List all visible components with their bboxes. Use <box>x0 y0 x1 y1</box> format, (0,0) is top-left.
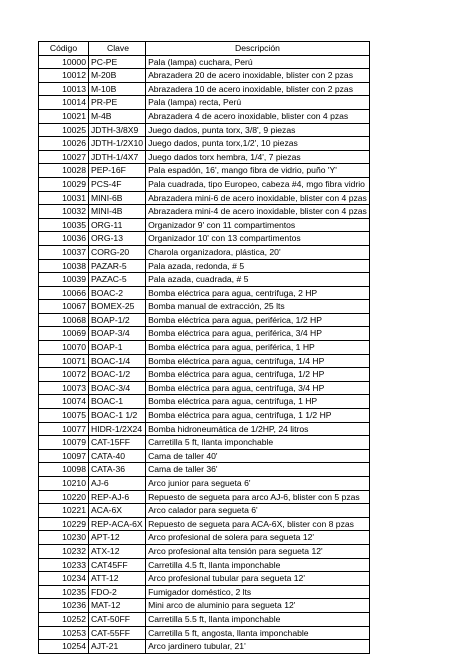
cell-codigo[interactable]: 10097 <box>39 449 89 463</box>
cell-descripcion[interactable]: Organizador 9' con 11 compartimentos <box>146 218 370 232</box>
cell-codigo[interactable]: 10028 <box>39 164 89 178</box>
header-descripcion: Descripción <box>146 42 370 56</box>
cell-codigo[interactable]: 10079 <box>39 436 89 450</box>
cell-codigo[interactable]: 10069 <box>39 327 89 341</box>
product-table <box>38 41 370 654</box>
cell-descripcion[interactable]: Repuesto de segueta para arco AJ-6, blister con 5 pzas <box>146 490 370 504</box>
cell-descripcion[interactable]: Arco profesional alta tensión para segueta 12' <box>146 544 370 558</box>
cell-clave[interactable]: MINI-4B <box>89 205 146 219</box>
cell-clave[interactable]: CATA-40 <box>89 449 146 463</box>
cell-codigo[interactable]: 10037 <box>39 245 89 259</box>
table-row <box>39 273 370 287</box>
table-row <box>39 191 370 205</box>
cell-codigo[interactable]: 10075 <box>39 409 89 423</box>
cell-clave[interactable]: JDTH-3/8X9 <box>89 123 146 137</box>
cell-descripcion[interactable]: Abrazadera 10 de acero inoxidable, blister con 2 pzas <box>146 82 370 96</box>
cell-descripcion[interactable]: Carretilla 5.5 ft, llanta imponchable <box>146 612 370 626</box>
cell-clave[interactable]: HIDR-1/2X24 <box>89 422 146 436</box>
table-row <box>39 232 370 246</box>
cell-descripcion[interactable]: Abrazadera 4 de acero inoxidable, blister con 4 pzas <box>146 109 370 123</box>
cell-codigo[interactable]: 10021 <box>39 109 89 123</box>
cell-codigo[interactable]: 10035 <box>39 218 89 232</box>
cell-descripcion[interactable]: Abrazadera mini-4 de acero inoxidable, blister con 4 pzas <box>146 205 370 219</box>
cell-codigo[interactable]: 10039 <box>39 273 89 287</box>
cell-codigo[interactable]: 10232 <box>39 544 89 558</box>
cell-clave[interactable]: BOAC-1/4 <box>89 354 146 368</box>
cell-codigo[interactable]: 10026 <box>39 137 89 151</box>
table-row <box>39 82 370 96</box>
table-row <box>39 504 370 518</box>
cell-clave[interactable]: CORG-20 <box>89 245 146 259</box>
table-row <box>39 69 370 83</box>
cell-codigo[interactable]: 10032 <box>39 205 89 219</box>
cell-descripcion[interactable]: Mini arco de aluminio para segueta 12' <box>146 599 370 613</box>
cell-descripcion[interactable]: Carretilla 5 ft, llanta imponchable <box>146 436 370 450</box>
table-row <box>39 96 370 110</box>
cell-codigo[interactable]: 10072 <box>39 368 89 382</box>
header-clave: Clave <box>89 42 146 56</box>
table-row <box>39 177 370 191</box>
cell-clave[interactable]: BOAC-1 <box>89 395 146 409</box>
cell-clave[interactable]: AJT-21 <box>89 640 146 654</box>
table-row <box>39 517 370 531</box>
table-row <box>39 572 370 586</box>
table-row <box>39 490 370 504</box>
cell-clave[interactable]: REP-ACA-6X <box>89 517 146 531</box>
cell-codigo[interactable]: 10066 <box>39 286 89 300</box>
cell-codigo[interactable]: 10254 <box>39 640 89 654</box>
table-row <box>39 599 370 613</box>
table-row <box>39 531 370 545</box>
table-row <box>39 218 370 232</box>
header-codigo: Código <box>39 42 89 56</box>
cell-descripcion[interactable]: Bomba hidroneumática de 1/2HP, 24 litros <box>146 422 370 436</box>
table-row <box>39 409 370 423</box>
cell-codigo[interactable]: 10235 <box>39 585 89 599</box>
table-row <box>39 341 370 355</box>
cell-codigo[interactable]: 10077 <box>39 422 89 436</box>
cell-codigo[interactable]: 10236 <box>39 599 89 613</box>
table-row <box>39 300 370 314</box>
cell-clave[interactable]: M-20B <box>89 69 146 83</box>
cell-clave[interactable]: JDTH-1/2X10 <box>89 137 146 151</box>
cell-clave[interactable]: PEP-16F <box>89 164 146 178</box>
header-row <box>39 42 370 56</box>
cell-clave[interactable]: BOAP-3/4 <box>89 327 146 341</box>
cell-descripcion[interactable]: Juego dados, punta torx,1/2', 10 piezas <box>146 137 370 151</box>
cell-descripcion[interactable]: Bomba eléctrica para agua, centrifuga, 3/4 HP <box>146 381 370 395</box>
cell-clave[interactable]: BOAP-1 <box>89 341 146 355</box>
cell-codigo[interactable]: 10027 <box>39 150 89 164</box>
cell-descripcion[interactable]: Abrazadera 20 de acero inoxidable, blister con 2 pzas <box>146 69 370 83</box>
cell-clave[interactable]: ATX-12 <box>89 544 146 558</box>
cell-descripcion[interactable]: Repuesto de segueta para ACA-6X, blister con 8 pzas <box>146 517 370 531</box>
cell-codigo[interactable]: 10229 <box>39 517 89 531</box>
cell-clave[interactable]: JDTH-1/4X7 <box>89 150 146 164</box>
cell-descripcion[interactable]: Arco junior para segueta 6' <box>146 477 370 491</box>
cell-codigo[interactable]: 10230 <box>39 531 89 545</box>
cell-clave[interactable]: APT-12 <box>89 531 146 545</box>
cell-clave[interactable]: PR-PE <box>89 96 146 110</box>
cell-clave[interactable]: ACA-6X <box>89 504 146 518</box>
cell-codigo[interactable]: 10012 <box>39 69 89 83</box>
cell-clave[interactable]: ORG-13 <box>89 232 146 246</box>
table-row <box>39 205 370 219</box>
cell-descripcion[interactable]: Bomba eléctrica para agua, centrifuga, 2 HP <box>146 286 370 300</box>
cell-codigo[interactable]: 10074 <box>39 395 89 409</box>
cell-codigo[interactable]: 10234 <box>39 572 89 586</box>
table-row <box>39 381 370 395</box>
table-row <box>39 422 370 436</box>
cell-descripcion[interactable]: Pala (lampa) recta, Perú <box>146 96 370 110</box>
table-row <box>39 150 370 164</box>
cell-descripcion[interactable]: Charola organizadora, plástica, 20' <box>146 245 370 259</box>
cell-codigo[interactable]: 10070 <box>39 341 89 355</box>
cell-descripcion[interactable]: Bomba eléctrica para agua, periférica, 3/4 HP <box>146 327 370 341</box>
cell-descripcion[interactable]: Carretilla 5 ft, angosta, llanta imponchable <box>146 626 370 640</box>
cell-clave[interactable]: PCS-4F <box>89 177 146 191</box>
cell-clave[interactable]: BOAC-1 1/2 <box>89 409 146 423</box>
cell-clave[interactable]: PAZAR-5 <box>89 259 146 273</box>
cell-clave[interactable]: AJ-6 <box>89 477 146 491</box>
table-row <box>39 612 370 626</box>
cell-clave[interactable]: BOAC-1/2 <box>89 368 146 382</box>
cell-clave[interactable]: CATA-36 <box>89 463 146 477</box>
cell-codigo[interactable]: 10068 <box>39 313 89 327</box>
cell-codigo[interactable]: 10029 <box>39 177 89 191</box>
table-row <box>39 463 370 477</box>
table-row <box>39 55 370 69</box>
table-row <box>39 395 370 409</box>
cell-codigo[interactable]: 10013 <box>39 82 89 96</box>
cell-clave[interactable]: PAZAC-5 <box>89 273 146 287</box>
cell-codigo[interactable]: 10000 <box>39 55 89 69</box>
cell-codigo[interactable]: 10098 <box>39 463 89 477</box>
cell-codigo[interactable]: 10038 <box>39 259 89 273</box>
cell-descripcion[interactable]: Cama de taller 40' <box>146 449 370 463</box>
cell-descripcion[interactable]: Bomba eléctrica para agua, centrifuga, 1 HP <box>146 395 370 409</box>
cell-clave[interactable]: ATT-12 <box>89 572 146 586</box>
cell-clave[interactable]: M-10B <box>89 82 146 96</box>
table-row <box>39 354 370 368</box>
cell-descripcion[interactable]: Arco calador para segueta 6' <box>146 504 370 518</box>
cell-descripcion[interactable]: Pala (lampa) cuchara, Perú <box>146 55 370 69</box>
cell-descripcion[interactable]: Arco jardinero tubular, 21' <box>146 640 370 654</box>
table-row <box>39 544 370 558</box>
cell-clave[interactable]: FDO-2 <box>89 585 146 599</box>
cell-descripcion[interactable]: Bomba eléctrica para agua, periférica, 1/2 HP <box>146 313 370 327</box>
cell-clave[interactable]: BOAP-1/2 <box>89 313 146 327</box>
table-row <box>39 585 370 599</box>
cell-descripcion[interactable]: Fumigador doméstico, 2 lts <box>146 585 370 599</box>
cell-clave[interactable]: REP-AJ-6 <box>89 490 146 504</box>
cell-codigo[interactable]: 10071 <box>39 354 89 368</box>
cell-codigo[interactable]: 10067 <box>39 300 89 314</box>
cell-descripcion[interactable]: Organizador 10' con 13 compartimentos <box>146 232 370 246</box>
cell-codigo[interactable]: 10252 <box>39 612 89 626</box>
cell-descripcion[interactable]: Bomba eléctrica para agua, centrifuga, 1/4 HP <box>146 354 370 368</box>
cell-clave[interactable]: CAT-55FF <box>89 626 146 640</box>
table-row <box>39 449 370 463</box>
cell-codigo[interactable]: 10253 <box>39 626 89 640</box>
table-row <box>39 109 370 123</box>
cell-clave[interactable]: CAT-15FF <box>89 436 146 450</box>
cell-descripcion[interactable]: Abrazadera mini-6 de acero inoxidable, blister con 4 pzas <box>146 191 370 205</box>
cell-descripcion[interactable]: Pala cuadrada, tipo Europeo, cabeza #4, mgo fibra vidrio <box>146 177 370 191</box>
cell-descripcion[interactable]: Carretilla 4.5 ft, llanta imponchable <box>146 558 370 572</box>
cell-clave[interactable]: PC-PE <box>89 55 146 69</box>
cell-descripcion[interactable]: Pala azada, redonda, # 5 <box>146 259 370 273</box>
cell-descripcion[interactable]: Arco profesional tubular para segueta 12' <box>146 572 370 586</box>
table-row <box>39 164 370 178</box>
cell-descripcion[interactable]: Bomba manual de extracción, 25 lts <box>146 300 370 314</box>
table-row <box>39 123 370 137</box>
cell-descripcion[interactable]: Juego dados, punta torx, 3/8', 9 piezas <box>146 123 370 137</box>
cell-codigo[interactable]: 10233 <box>39 558 89 572</box>
spreadsheet <box>38 41 370 654</box>
cell-clave[interactable]: CAT-50FF <box>89 612 146 626</box>
cell-codigo[interactable]: 10025 <box>39 123 89 137</box>
table-row <box>39 626 370 640</box>
cell-clave[interactable]: BOAC-2 <box>89 286 146 300</box>
table-body <box>39 55 370 653</box>
table-row <box>39 327 370 341</box>
cell-descripcion[interactable]: Bomba eléctrica para agua, centrifuga, 1 1/2 HP <box>146 409 370 423</box>
cell-codigo[interactable]: 10014 <box>39 96 89 110</box>
cell-clave[interactable]: M-4B <box>89 109 146 123</box>
cell-clave[interactable]: MAT-12 <box>89 599 146 613</box>
cell-descripcion[interactable]: Bomba eléctrica para agua, periférica, 1 HP <box>146 341 370 355</box>
cell-codigo[interactable]: 10210 <box>39 477 89 491</box>
cell-codigo[interactable]: 10220 <box>39 490 89 504</box>
cell-codigo[interactable]: 10036 <box>39 232 89 246</box>
cell-codigo[interactable]: 10031 <box>39 191 89 205</box>
table-row <box>39 137 370 151</box>
cell-clave[interactable]: BOAC-3/4 <box>89 381 146 395</box>
cell-codigo[interactable]: 10073 <box>39 381 89 395</box>
cell-clave[interactable]: MINI-6B <box>89 191 146 205</box>
table-row <box>39 436 370 450</box>
cell-clave[interactable]: BOMEX-25 <box>89 300 146 314</box>
table-row <box>39 259 370 273</box>
table-row <box>39 640 370 654</box>
cell-codigo[interactable]: 10221 <box>39 504 89 518</box>
table-row <box>39 286 370 300</box>
cell-descripcion[interactable]: Bomba eléctrica para agua, centrifuga, 1/2 HP <box>146 368 370 382</box>
cell-descripcion[interactable]: Pala espadón, 16', mango fibra de vidrio, puño 'Y' <box>146 164 370 178</box>
cell-clave[interactable]: ORG-11 <box>89 218 146 232</box>
cell-descripcion[interactable]: Cama de taller 36' <box>146 463 370 477</box>
cell-clave[interactable]: CAT45FF <box>89 558 146 572</box>
cell-descripcion[interactable]: Arco profesional de solera para segueta 12' <box>146 531 370 545</box>
table-row <box>39 368 370 382</box>
table-row <box>39 245 370 259</box>
cell-descripcion[interactable]: Juego dados torx hembra, 1/4', 7 piezas <box>146 150 370 164</box>
table-row <box>39 477 370 491</box>
table-row <box>39 313 370 327</box>
table-row <box>39 558 370 572</box>
cell-descripcion[interactable]: Pala azada, cuadrada, # 5 <box>146 273 370 287</box>
